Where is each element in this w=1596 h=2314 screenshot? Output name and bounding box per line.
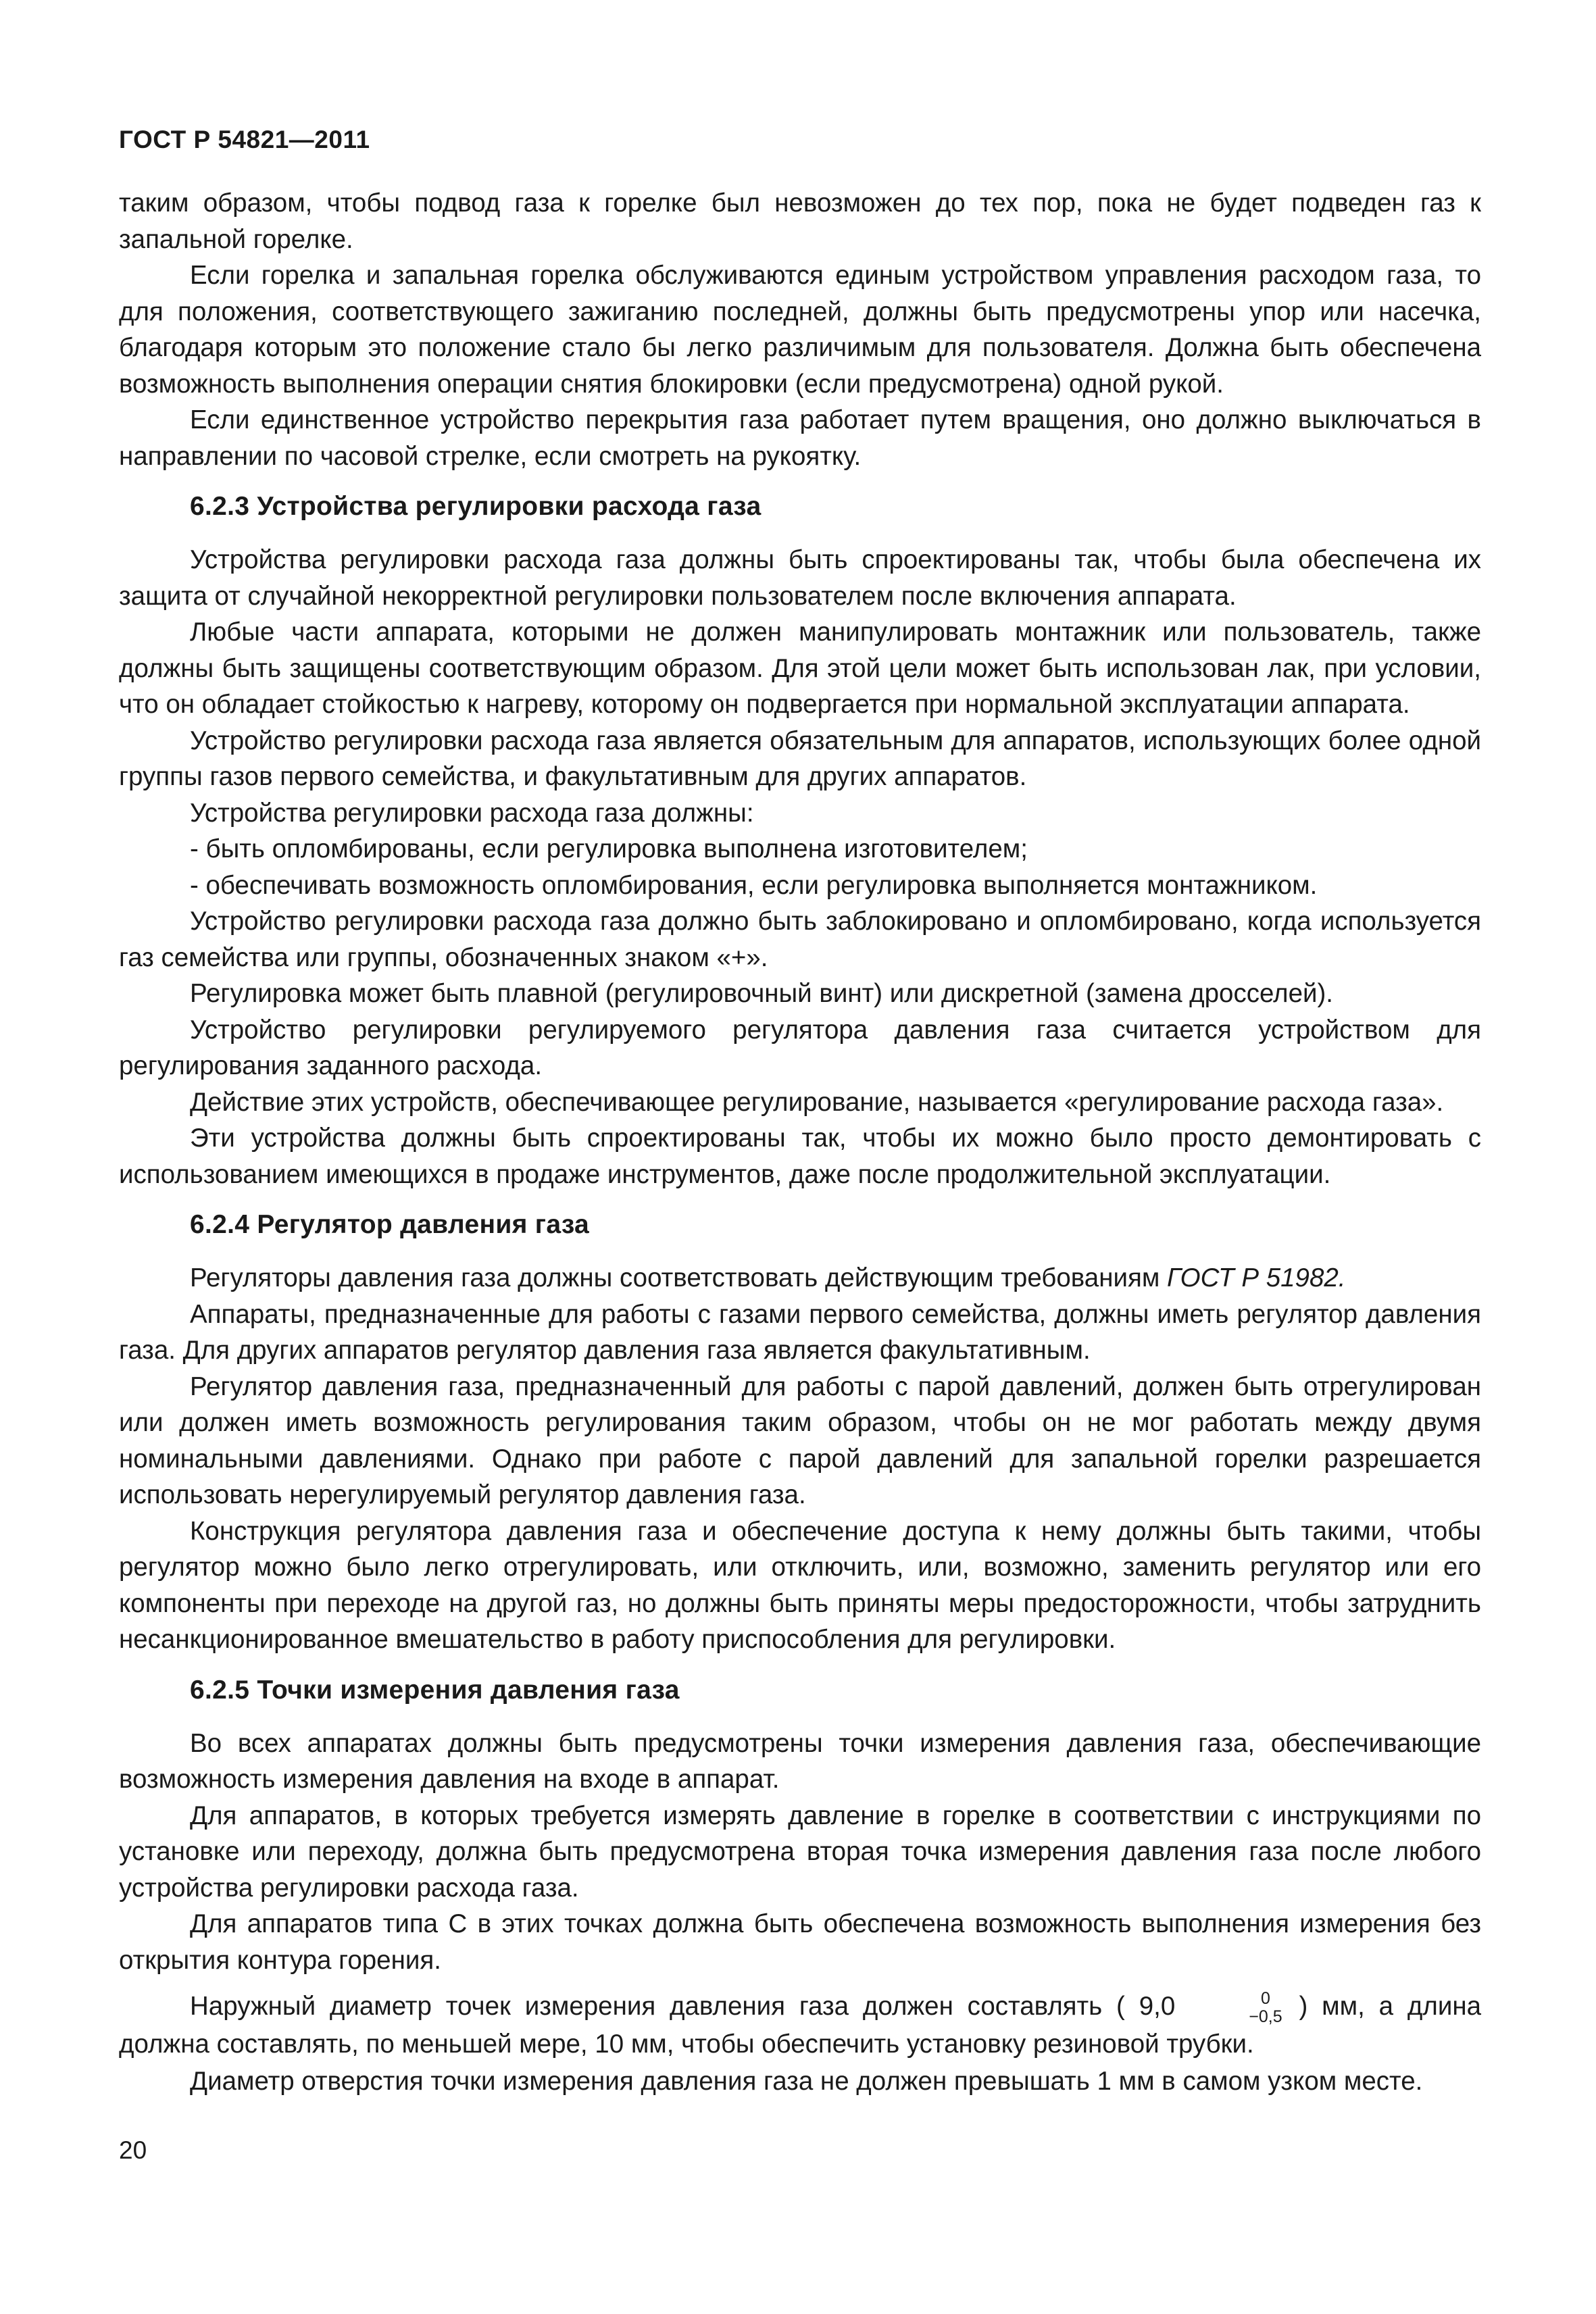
paragraph: Регулятор давления газа, предназначенный для работы с парой давлений, должен быть отрегулирован или должен иметь возможность регулирования таким образом, чтобы он не мог работать между двумя номинальными давлениями. Однако при работе с парой давлений для запальной горелки разрешается использовать нерегулируемый регулятор давления газа.	[119, 1372, 1481, 1509]
paragraph: Аппараты, предназначенные для работы с газами первого семейства, должны иметь регулятор давления газа. Для других аппаратов регулятор давления газа является факультативным.	[119, 1299, 1481, 1365]
tolerance-upper: 0	[1261, 1988, 1270, 2008]
tolerance-stack	[1178, 1990, 1282, 2026]
paragraph: Во всех аппаратах должны быть предусмотрены точки измерения давления газа, обеспечивающие возможность измерения давления на входе в аппарат.	[119, 1728, 1481, 1794]
nominal-value: 9,0	[1139, 1992, 1176, 2021]
paragraph: Регулировка может быть плавной (регулировочный винт) или дискретной (замена дросселей).	[190, 979, 1334, 1008]
paragraph: Для аппаратов, в которых требуется измерять давление в горелке в соответствии с инструкциями по установке или переходу, должна быть предусмотрена вторая точка измерения давления газа после любого устройства регулировки расхода газа.	[119, 1801, 1481, 1903]
section-heading-6-2-3	[119, 486, 1481, 527]
paragraph: Конструкция регулятора давления газа и обеспечение доступа к нему должны быть такими, чтобы регулятор можно было легко отрегулировать, или отключить, или, возможно, заменить регулятор или его компоненты при переходе на другой газ, но должны быть приняты меры предосторожности, чтобы затруднить несанкционированное вмешательство в работу приспособления для регулировки.	[119, 1516, 1481, 1654]
list-item: - обеспечивать возможность опломбирования, если регулировка выполняется монтажником.	[190, 870, 1318, 900]
list-item: - быть опломбированы, если регулировка выполнена изготовителем;	[190, 834, 1028, 863]
paragraph: Эти устройства должны быть спроектированы так, чтобы их можно было просто демонтировать с использованием имеющихся в продаже инструментов, даже после продолжительной эксплуатации.	[119, 1124, 1481, 1189]
tolerance-lower: −0,5	[1249, 2007, 1282, 2026]
paragraph: Устройство регулировки расхода газа является обязательным для аппаратов, использующих более одной группы газов первого семейства, и факультативным для других аппаратов.	[119, 726, 1481, 791]
paragraph: Диаметр отверстия точки измерения давления газа не должен превышать 1 мм в самом узком месте.	[190, 2067, 1423, 2096]
paragraph-text: ) мм, а длина должна составлять, по меньшей мере, 10 мм, чтобы обеспечить установку резиновой трубки.	[119, 1992, 1482, 2059]
paragraph: Если горелка и запальная горелка обслуживаются единым устройством управления расходом газа, то для положения, соответствующего зажиганию последней, должны быть предусмотрены упор или насечка, благодаря которым это положение стало бы легко различимым для пользователя. Должна быть обеспечена возможность выполнения операции снятия блокировки (если предусмотрена) одной рукой.	[119, 261, 1481, 399]
paragraph: Если единственное устройство перекрытия газа работает путем вращения, оно должно выключаться в направлении по часовой стрелке, если смотреть на рукоятку.	[119, 405, 1481, 471]
section-title: 6.2.5 Точки измерения давления газа	[190, 1675, 680, 1705]
paragraph: Действие этих устройств, обеспечивающее регулирование, называется «регулирование расхода газа».	[190, 1087, 1444, 1117]
paragraph: Устройство регулировки расхода газа должно быть заблокировано и опломбировано, когда используется газ семейства или группы, обозначенных знаком «+».	[119, 907, 1481, 972]
section-heading-6-2-5	[119, 1670, 1481, 1711]
paragraph-text: Регуляторы давления газа должны соответствовать действующим требованиям	[190, 1263, 1167, 1292]
paragraph-text: Наружный диаметр точек измерения давления газа должен составлять (	[190, 1992, 1125, 2021]
paragraph: Для аппаратов типа С в этих точках должна быть обеспечена возможность выполнения измерения без открытия контура горения.	[119, 1909, 1481, 1975]
paragraph: таким образом, чтобы подвод газа к горелке был невозможен до тех пор, пока не будет подведен газ к запальной горелке.	[119, 188, 1481, 254]
paragraph: Устройства регулировки расхода газа должны:	[190, 798, 754, 828]
section-heading-6-2-4	[119, 1205, 1481, 1245]
paragraph: Любые части аппарата, которыми не должен манипулировать монтажник или пользователь, также должны быть защищены соответствующим образом. Для этой цели может быть использован лак, при условии, что он обладает стойкостью к нагреву, которому он подвергается при нормальной эксплуатации аппарата.	[119, 618, 1481, 719]
document-header: ГОСТ Р 54821—2011	[119, 126, 370, 153]
paragraph	[119, 1260, 1481, 1297]
standard-reference-link: ГОСТ Р 51982.	[1167, 1263, 1346, 1292]
section-title: 6.2.3 Устройства регулировки расхода газа	[190, 492, 762, 521]
paragraph: Устройства регулировки расхода газа должны быть спроектированы так, чтобы была обеспечена их защита от случайной некорректной регулировки пользователем после включения аппарата.	[119, 545, 1481, 611]
page-number: 20	[119, 2136, 147, 2164]
paragraph-dimension	[119, 1988, 1481, 2063]
paragraph: Устройство регулировки регулируемого регулятора давления газа считается устройством для регулирования заданного расхода.	[119, 1015, 1481, 1080]
section-title: 6.2.4 Регулятор давления газа	[190, 1210, 589, 1239]
document-body	[119, 185, 1481, 2100]
